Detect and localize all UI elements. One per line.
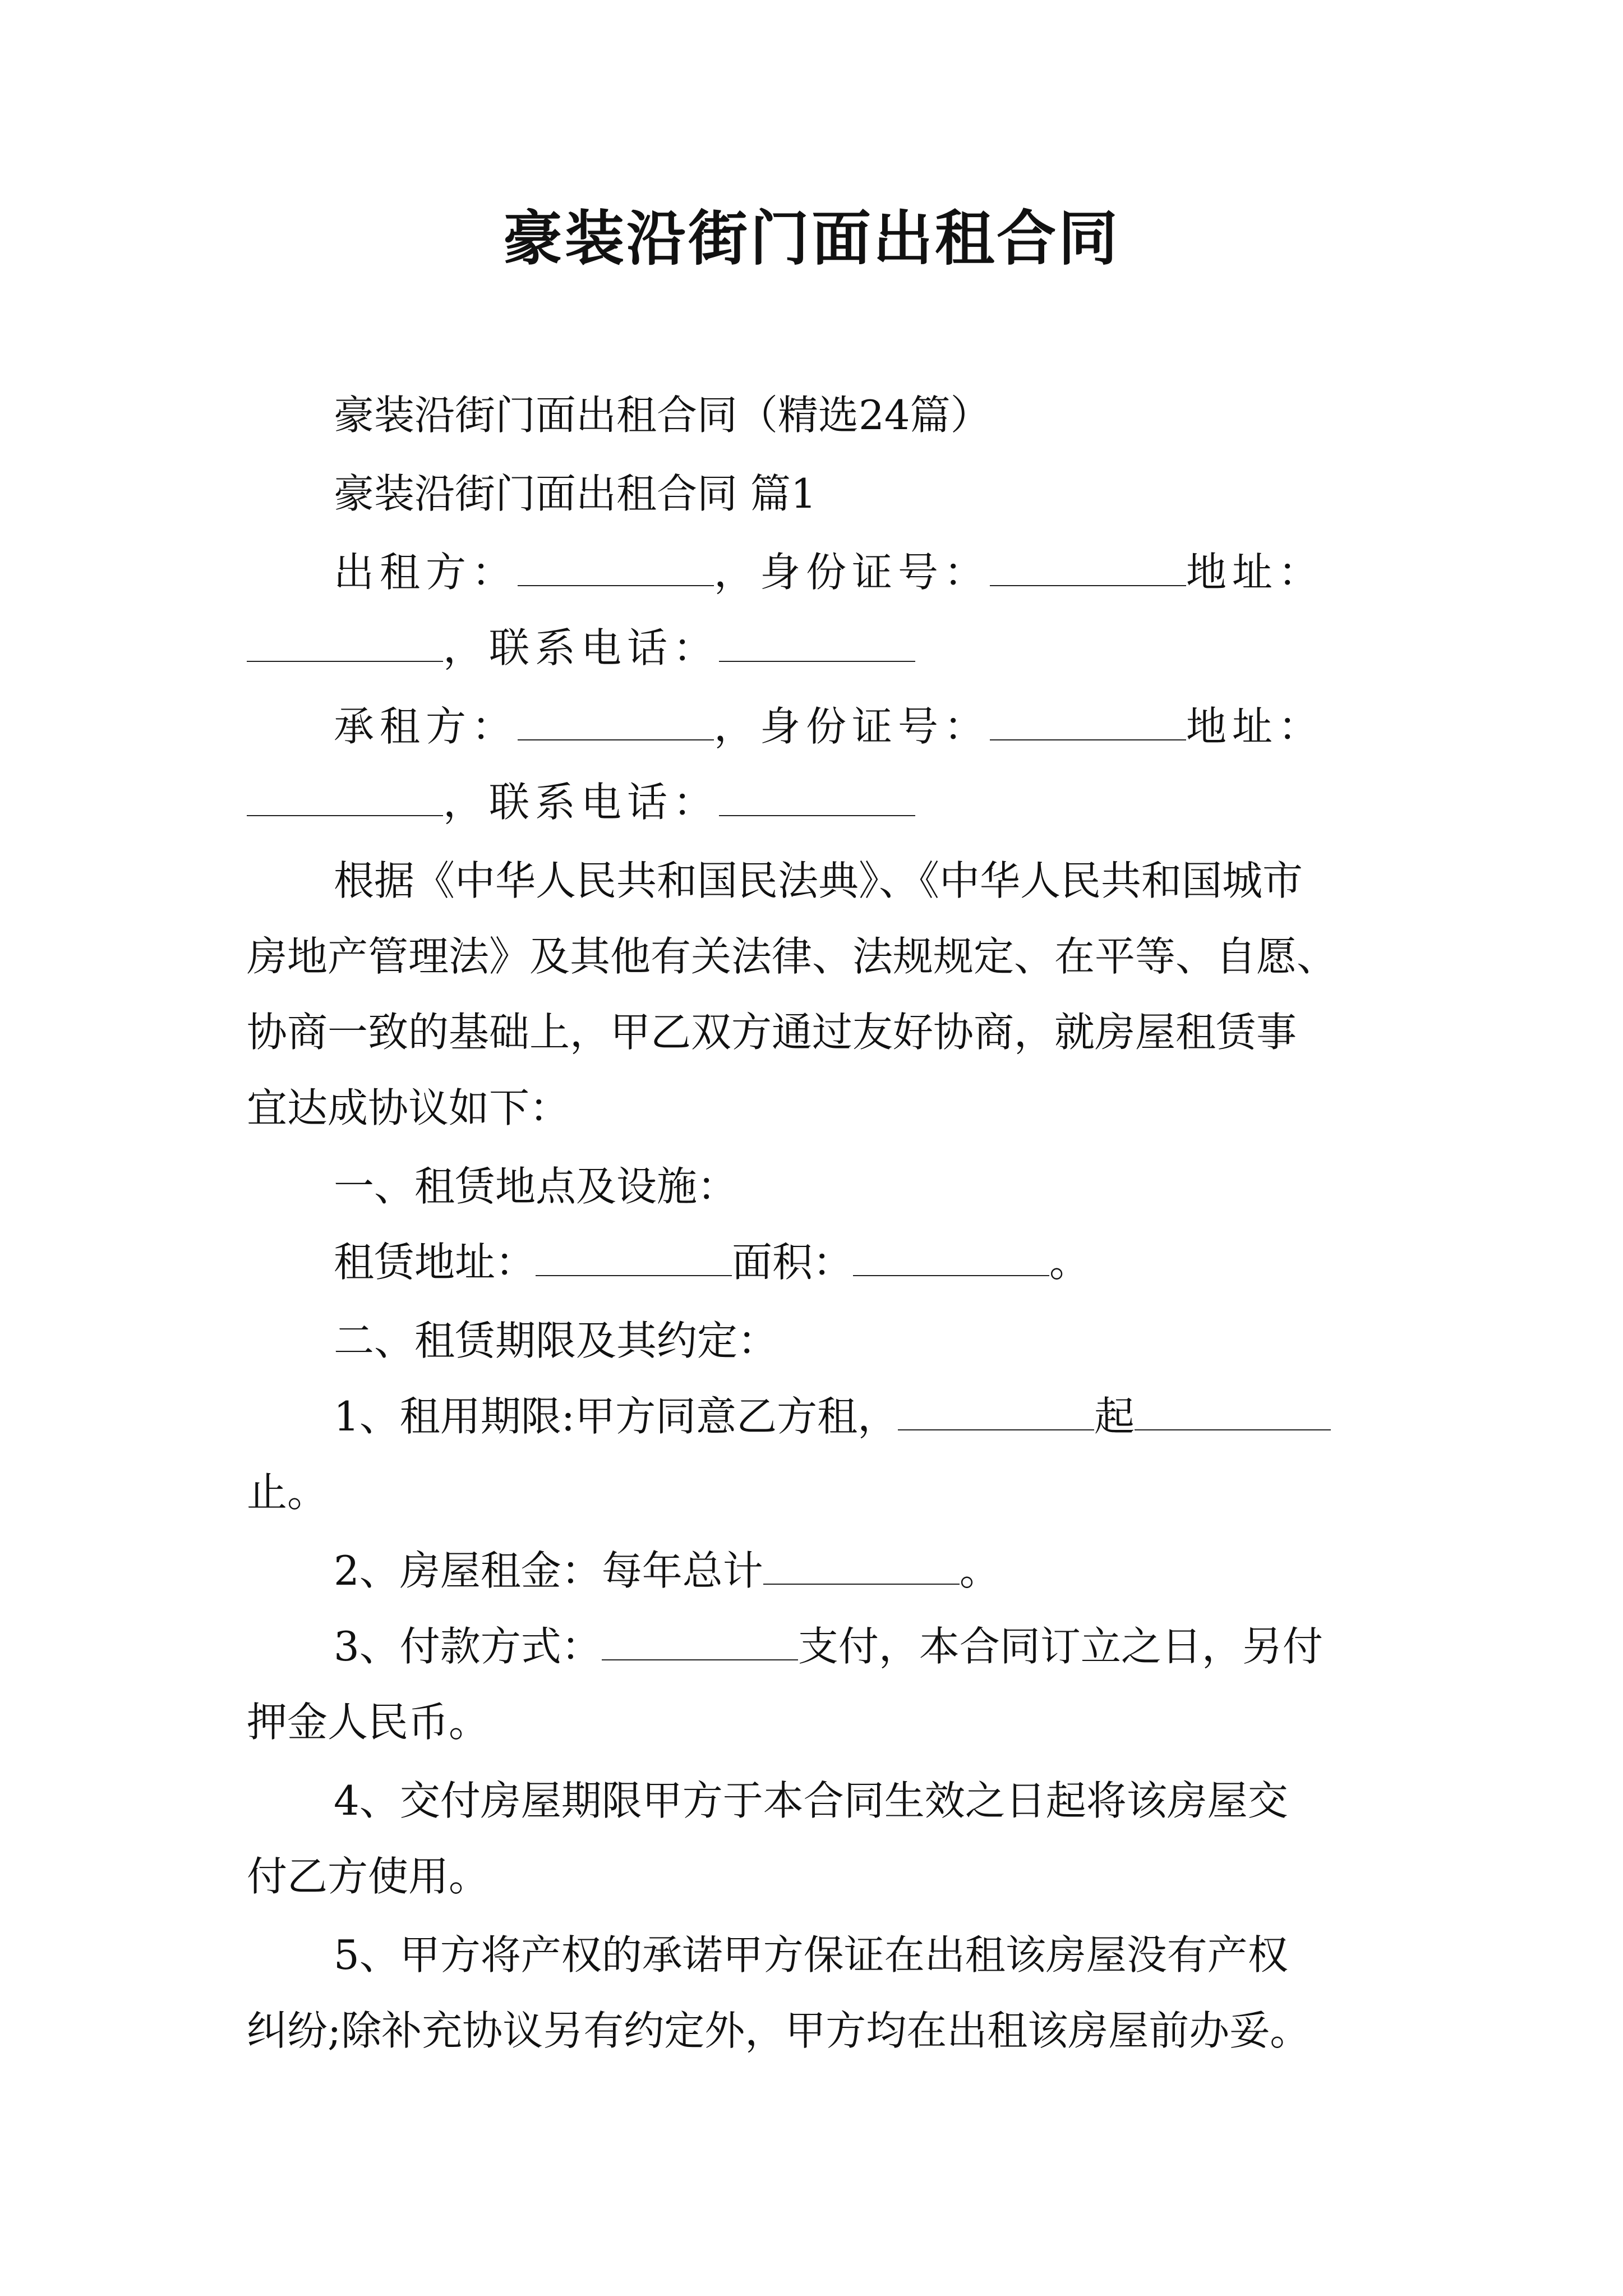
term-2-line xyxy=(334,1543,1382,1599)
term-1-mid: 起 xyxy=(1094,1393,1135,1440)
lease-address-blank xyxy=(536,1243,732,1276)
term-3-prefix: 3、付款方式： xyxy=(334,1623,602,1670)
lessor-name-blank xyxy=(518,553,714,586)
document-title: 豪装沿街门面出租合同 xyxy=(503,203,1120,273)
lessee-address-label: 地址： xyxy=(1186,703,1325,750)
lessee-line xyxy=(334,698,1382,754)
term-4-line-2: 付乙方使用。 xyxy=(247,1853,490,1900)
term-1-prefix: 1、租用期限:甲方同意乙方租， xyxy=(334,1393,898,1440)
payment-method-blank xyxy=(602,1627,798,1660)
term-1-start-blank xyxy=(898,1397,1094,1430)
period-mark: 。 xyxy=(1049,1239,1090,1286)
lessee-id-label: ，身份证号： xyxy=(714,703,990,750)
term-1-line-1 xyxy=(334,1388,1382,1444)
term-3-line-1 xyxy=(334,1618,1382,1674)
lease-area-label: 面积： xyxy=(732,1239,854,1286)
lease-address-label: 租赁地址： xyxy=(334,1239,536,1286)
term-1-end-blank xyxy=(1135,1397,1331,1430)
lessee-phone-blank xyxy=(719,783,915,816)
clause-1-heading: 一、租赁地点及设施： xyxy=(334,1163,738,1210)
lessee-id-blank xyxy=(990,707,1186,740)
term-2-prefix: 2、房屋租金：每年总计 xyxy=(334,1547,763,1594)
section-heading: 豪装沿街门面出租合同 篇1 xyxy=(334,470,817,517)
preamble-line-2: 房地产管理法》及其他有关法律、法规规定、在平等、自愿、 xyxy=(247,933,1338,980)
preamble-line-4: 宜达成协议如下： xyxy=(247,1084,570,1131)
term-3-suffix: 支付，本合同订立之日，另付 xyxy=(797,1623,1323,1670)
lessor-line xyxy=(334,544,1382,600)
document-subtitle: 豪装沿街门面出租合同（精选24篇） xyxy=(334,392,991,439)
lessee-line-2 xyxy=(247,774,1380,830)
lessee-phone-label: ，联系电话： xyxy=(443,779,720,826)
lessor-phone-blank xyxy=(719,628,915,662)
term-5-line-2: 纠纷;除补充协议另有约定外，甲方均在出租该房屋前办妥。 xyxy=(247,2007,1311,2054)
term-2-period: 。 xyxy=(959,1547,1000,1594)
term-1-line-2: 止。 xyxy=(247,1469,328,1516)
rent-amount-blank xyxy=(763,1551,960,1585)
lessor-id-blank xyxy=(990,553,1186,586)
lessor-phone-label: ，联系电话： xyxy=(443,624,720,671)
lessor-address-label: 地址： xyxy=(1186,549,1325,596)
clause-1-address-line xyxy=(334,1234,1382,1290)
clause-2-heading: 二、租赁期限及其约定： xyxy=(334,1317,778,1364)
lessee-address-blank xyxy=(247,783,443,816)
lessee-name-blank xyxy=(518,707,714,740)
lessee-label: 承租方： xyxy=(334,703,518,750)
term-3-line-2: 押金人民币。 xyxy=(247,1699,490,1746)
lease-area-blank xyxy=(853,1243,1049,1276)
preamble-line-3: 协商一致的基础上，甲乙双方通过友好协商，就房屋租赁事 xyxy=(247,1009,1297,1056)
preamble-line-1: 根据《中华人民共和国民法典》、《中华人民共和国城市 xyxy=(334,857,1303,904)
lessor-id-label: ，身份证号： xyxy=(714,549,990,596)
term-4-line-1: 4、交付房屋期限甲方于本合同生效之日起将该房屋交 xyxy=(334,1777,1288,1824)
lessor-label: 出租方： xyxy=(334,549,518,596)
lessor-address-blank xyxy=(247,628,443,662)
term-5-line-1: 5、甲方将产权的承诺甲方保证在出租该房屋没有产权 xyxy=(334,1931,1288,1978)
lessor-line-2 xyxy=(247,620,1380,676)
